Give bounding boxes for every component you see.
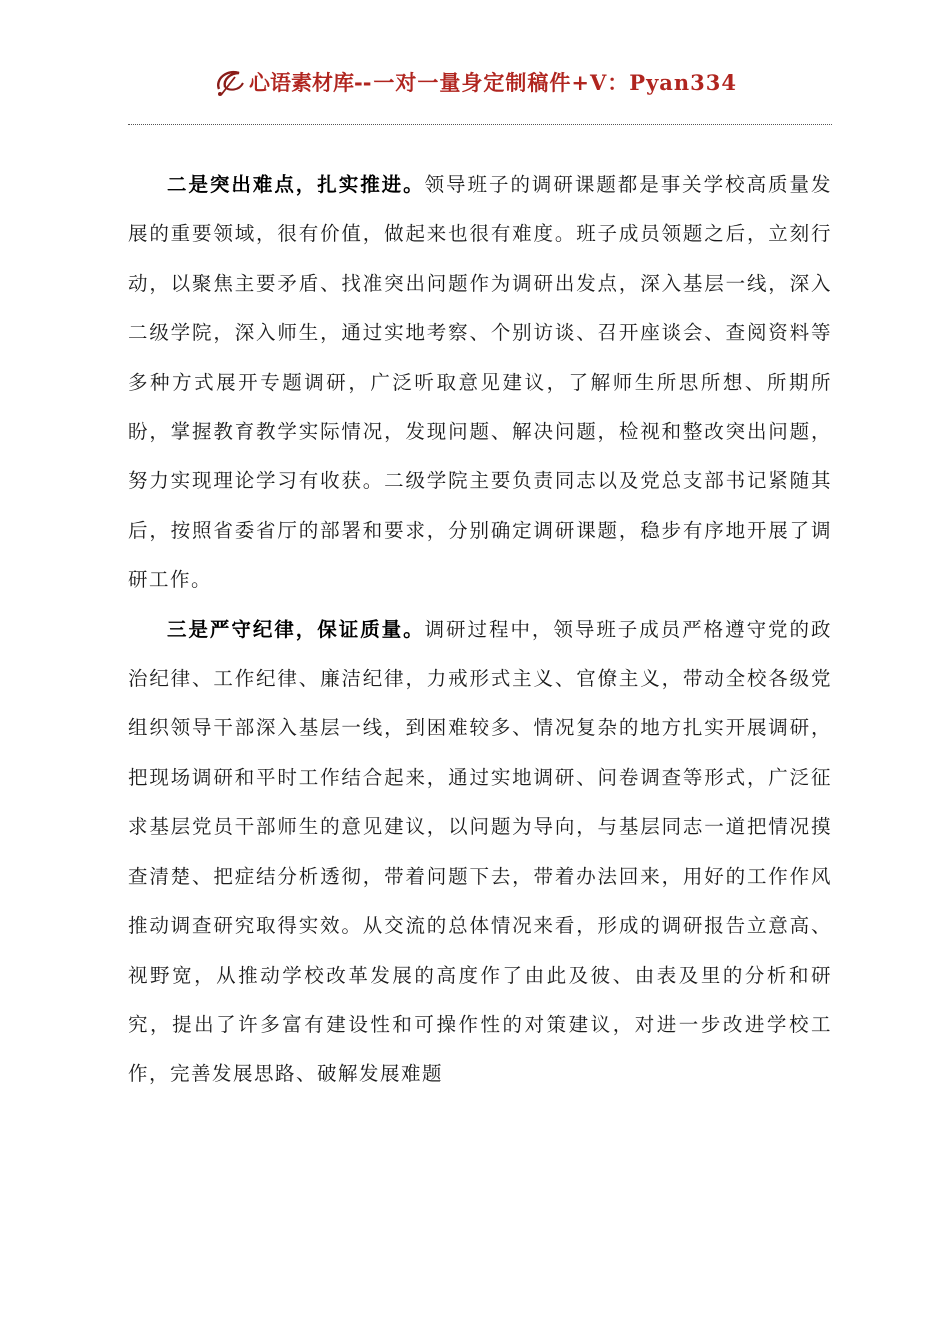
quill-swirl-logo-icon bbox=[213, 65, 247, 99]
page-header bbox=[0, 58, 950, 106]
header-inner bbox=[213, 65, 737, 99]
header-divider bbox=[128, 124, 832, 125]
paragraph-text: 调研过程中，领导班子成员严格遵守党的政治纪律、工作纪律、廉洁纪律，力戒形式主义、官僚主义，带动全校各级党组织领导干部深入基层一线，到困难较多、情况复杂的地方扎实开展调研，把现场调研和平时工作结合起来，通过实地调研、问卷调查等形式，广泛征求基层党员干部师生的意见建议，以问题为导向，与基层同志一道把情况摸查清楚、把症结分析透彻，带着问题下去，带着办法回来，用好的工作作风推动调查研究取得实效。从交流的总体情况来看，形成的调研报告立意高、视野宽，从推动学校改革发展的高度作了由此及彼、由表及里的分析和研究，提出了许多富有建设性和可操作性的对策建议，对进一步改进学校工作，完善发展思路、破解发展难题 bbox=[128, 617, 832, 1086]
paragraph-two bbox=[128, 160, 832, 605]
paragraph-lead: 三是严守纪律，保证质量。 bbox=[167, 617, 425, 641]
paragraph-lead: 二是突出难点，扎实推进。 bbox=[167, 173, 425, 196]
header-tagline: 一对一量身定制稿件+V：Pyan334 bbox=[373, 70, 738, 95]
document-body bbox=[128, 160, 832, 1099]
paragraph-text: 领导班子的调研课题都是事关学校高质量发展的重要领域，很有价值，做起来也很有难度。班子成员领题之后，立刻行动，以聚焦主要矛盾、找准突出问题作为调研出发点，深入基层一线，深入二级学院，深入师生，通过实地考察、个别访谈、召开座谈会、查阅资料等多种方式展开专题调研，广泛听取意见建议，了解师生所思所想、所期所盼，掌握教育教学实际情况，发现问题、解决问题，检视和整改突出问题，努力实现理论学习有收获。二级学院主要负责同志以及党总支部书记紧随其后，按照省委省厅的部署和要求，分别确定调研课题，稳步有序地开展了调研工作。 bbox=[128, 173, 832, 592]
paragraph-three bbox=[128, 605, 832, 1099]
brand-name: 心语素材库-- bbox=[248, 71, 372, 95]
